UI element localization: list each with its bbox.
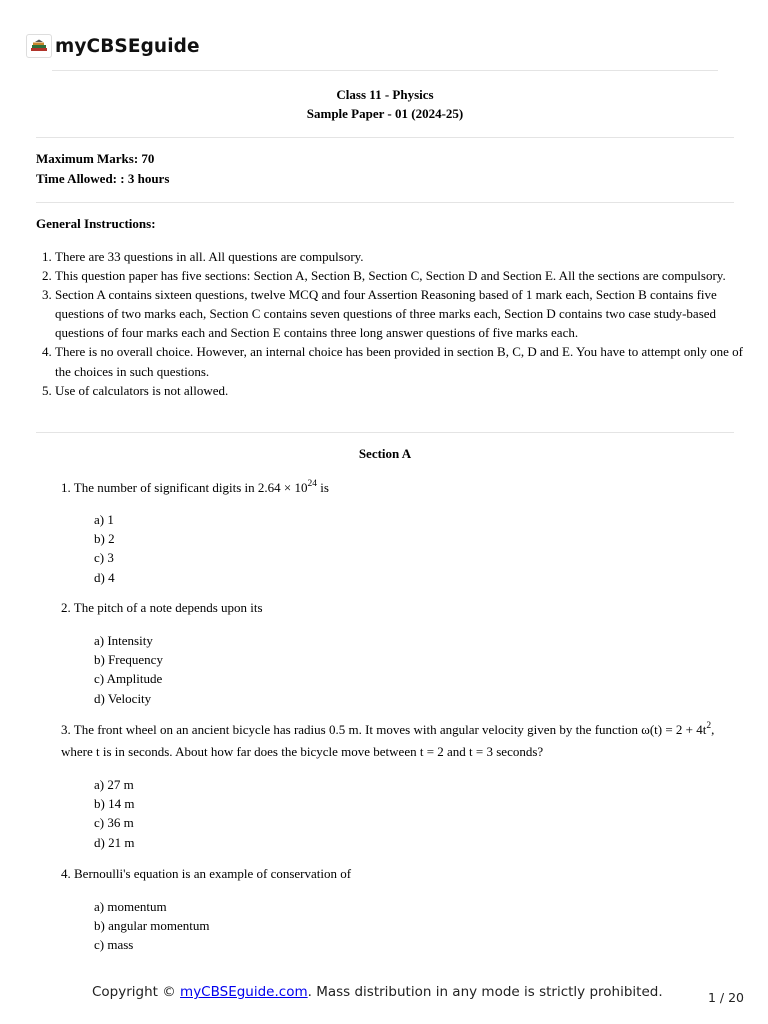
question-superscript: 24 [307,478,317,489]
section-heading: Section A [358,446,412,461]
question-number: 4. [61,866,71,881]
paper-class-title: Class 11 - Physics [336,87,434,102]
instruction-item: 2. This question paper has five sections: Section A, Section B, Section C, Section D and Section E. All the sections are compulsory. [55,266,749,285]
option: c) 3 [94,550,114,566]
brand [26,34,200,58]
question-3 [61,719,731,763]
instructions-divider [36,432,734,433]
option: d) 21 m [94,834,135,850]
instruction-item: 3. Section A contains sixteen questions, twelve MCQ and four Assertion Reasoning based of 1 mark each, Section B contains five questions of two marks each, Section C contains seven questions of three marks each, Section D contains two case study-based questions of four marks each and Section E contains three long answer questions of five marks each. [55,285,749,342]
title-divider [36,137,734,138]
question-text-end: , where t is in seconds. About how far does the bicycle move between t = 2 and t = 3 seconds? [61,722,715,759]
question-4 [61,863,731,885]
instruction-item: 4. There is no overall choice. However, an internal choice has been provided in section B, C, D and E. You have to attempt only one of the choices in such questions. [55,342,749,380]
copyright-suffix: . Mass distribution in any mode is strictly prohibited. [307,984,663,1000]
instruction-item: 1. There are 33 questions in all. All questions are compulsory. [55,247,749,266]
time-allowed: Time Allowed: : 3 hours [36,171,170,186]
instructions-list [36,247,749,400]
options-q2 [94,631,163,708]
question-text: Bernoulli's equation is an example of conservation of [74,866,352,881]
books-logo-icon [26,34,52,58]
options-q1 [94,510,115,587]
option: b) 2 [94,531,115,547]
option: a) 1 [94,512,114,527]
options-q3 [94,775,134,852]
copyright-prefix: Copyright © [92,984,181,1000]
option: b) 14 m [94,796,135,812]
option: c) Amplitude [94,671,163,687]
question-number: 2. [61,600,71,615]
question-text: The number of significant digits in 2.64 × 10 [73,480,308,495]
copyright-footer [92,984,663,1000]
instruction-item: 5. Use of calculators is not allowed. [55,381,749,400]
meta-divider [36,202,734,203]
option: d) Velocity [94,690,152,706]
question-text-end: is [316,480,329,495]
page-number: 1 / 20 [707,990,744,1005]
options-q4 [94,897,210,955]
question-1 [61,477,731,499]
option: b) Frequency [94,652,163,668]
maximum-marks: Maximum Marks: 70 [36,151,155,166]
option: a) Intensity [94,633,153,648]
question-number: 1. [61,480,71,495]
option: c) 36 m [94,815,134,831]
option: b) angular momentum [94,918,210,934]
option: c) mass [94,937,134,953]
instructions-heading: General Instructions: [36,216,156,231]
option: d) 4 [94,569,115,585]
question-text: The pitch of a note depends upon its [73,600,263,615]
question-number: 3. [61,722,71,737]
header-divider [52,70,718,71]
option: a) momentum [94,899,167,914]
question-2 [61,597,731,619]
question-superscript: 2 [706,720,712,731]
question-text: The front wheel on an ancient bicycle has radius 0.5 m. It moves with angular velocity given by the function ω(t) = 2 + 4t [73,722,707,737]
paper-sample-title: Sample Paper - 01 (2024-25) [306,106,464,121]
option: a) 27 m [94,777,134,792]
brand-name: myCBSEguide [55,35,200,57]
site-link[interactable]: myCBSEguide.com [180,984,308,1000]
